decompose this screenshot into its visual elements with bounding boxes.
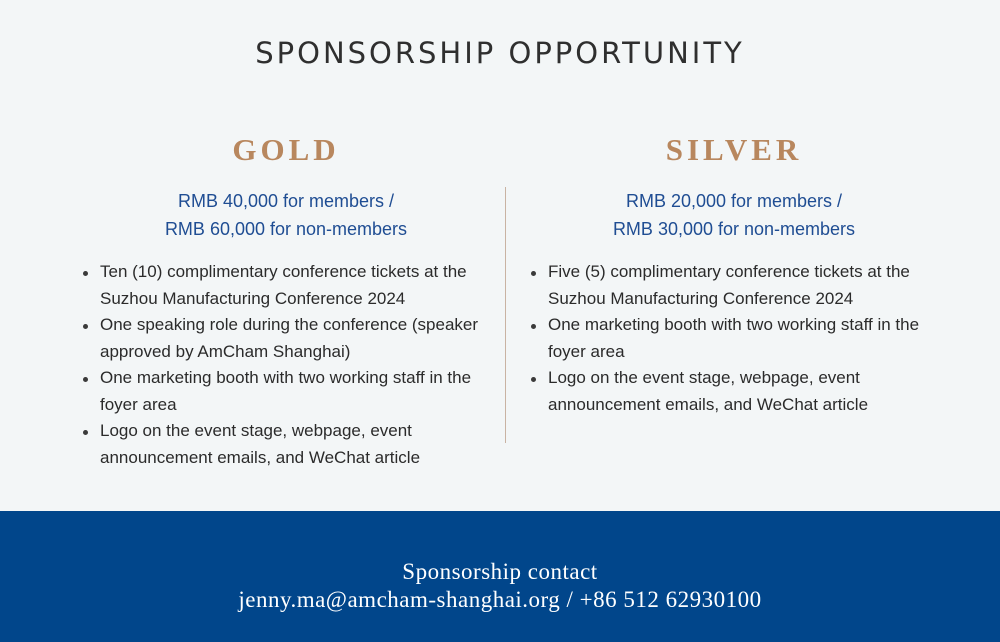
contact-label: Sponsorship contact [402, 559, 598, 584]
price-nonmembers: RMB 30,000 for non-members [612, 219, 856, 239]
gold-tier [66, 130, 506, 471]
price-members: RMB 40,000 for members / [177, 191, 395, 211]
benefit-item: Logo on the event stage, webpage, event announcement emails, and WeChat article [66, 418, 506, 471]
contact-details[interactable]: jenny.ma@amcham-shanghai.org / +86 512 62930100 [238, 587, 762, 612]
page-title: SPONSORSHIP OPPORTUNITY [255, 36, 745, 70]
tier-price [514, 187, 954, 243]
benefit-item: Five (5) complimentary conference tickets at the Suzhou Manufacturing Conference 2024 [514, 259, 954, 312]
column-divider [505, 187, 506, 443]
benefit-item: Ten (10) complimentary conference tickets at the Suzhou Manufacturing Conference 2024 [66, 259, 506, 312]
benefit-item: One marketing booth with two working staff in the foyer area [514, 312, 954, 365]
benefit-item: Logo on the event stage, webpage, event announcement emails, and WeChat article [514, 365, 954, 418]
tier-name: GOLD [232, 132, 340, 167]
tier-name: SILVER [665, 132, 803, 167]
silver-tier [514, 130, 954, 418]
price-nonmembers: RMB 60,000 for non-members [164, 219, 408, 239]
benefit-list [66, 259, 506, 471]
benefit-item: One marketing booth with two working staff in the foyer area [66, 365, 506, 418]
tier-price [66, 187, 506, 243]
benefit-list [514, 259, 954, 418]
benefit-item: One speaking role during the conference (speaker approved by AmCham Shanghai) [66, 312, 506, 365]
contact-footer [0, 511, 1000, 642]
price-members: RMB 20,000 for members / [625, 191, 843, 211]
